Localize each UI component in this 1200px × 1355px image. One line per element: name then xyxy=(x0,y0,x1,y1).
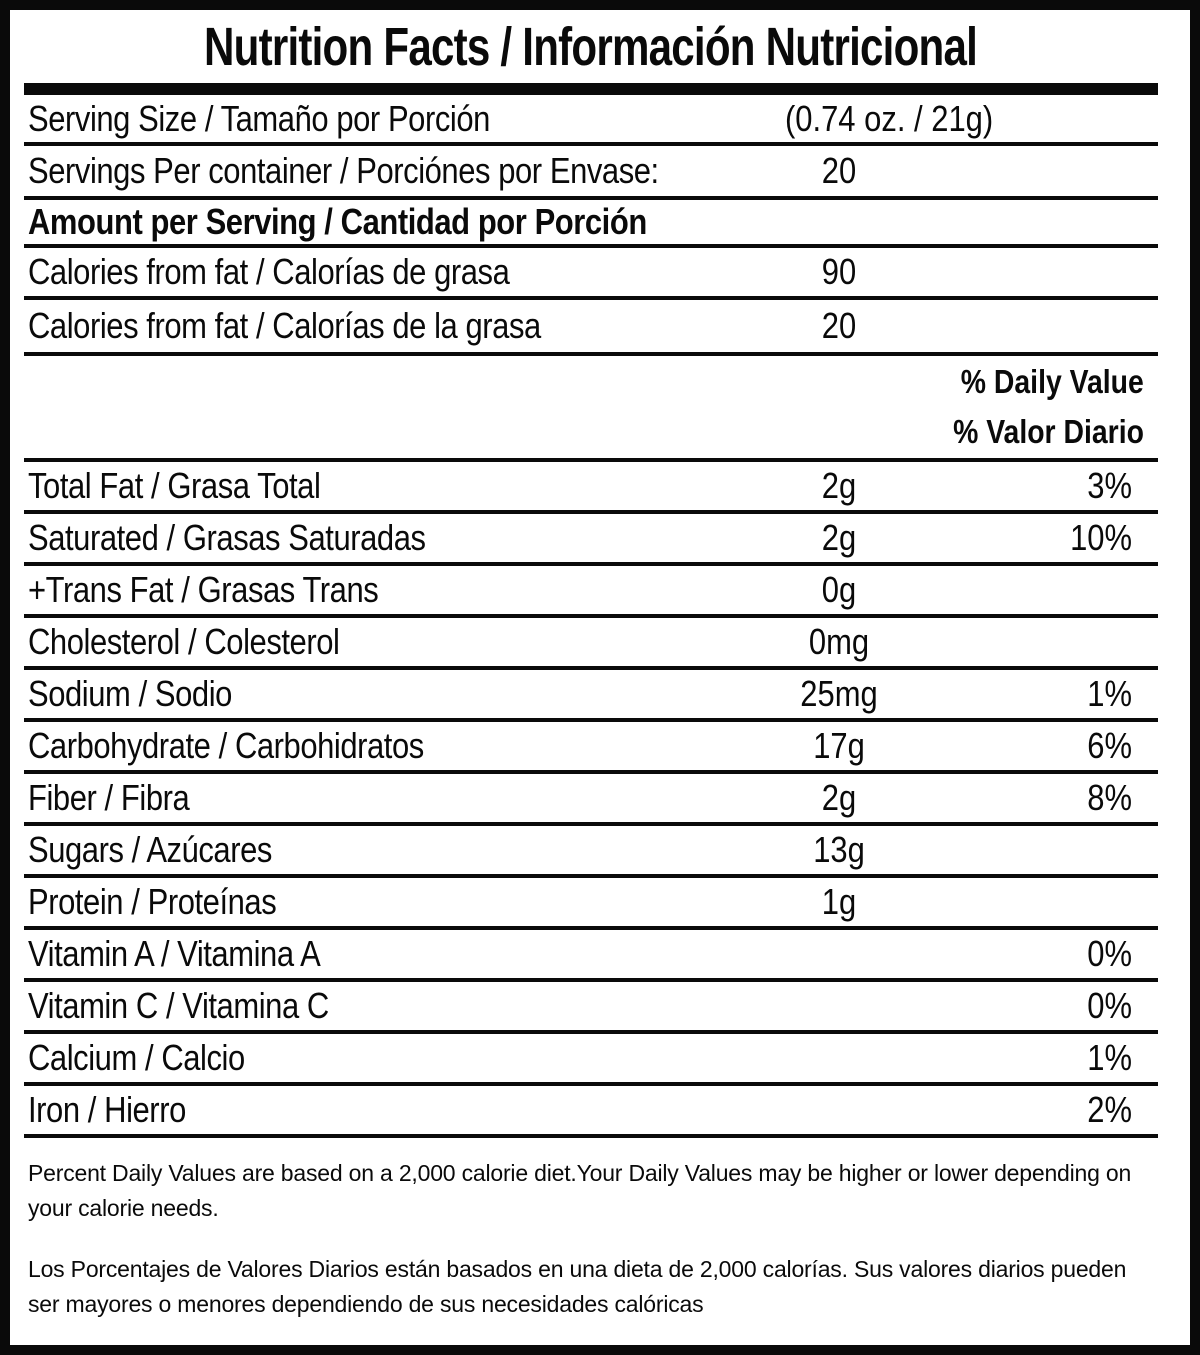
nutrient-label: Vitamin A / Vitamina A xyxy=(28,933,321,974)
nutrient-amount: 17g xyxy=(813,725,865,766)
nutrient-amount: 1g xyxy=(821,881,857,922)
nutrient-row-protein xyxy=(24,878,1158,930)
nutrient-amount: 13g xyxy=(813,829,865,870)
nutrient-label: Carbohydrate / Carbohidratos xyxy=(28,725,424,766)
daily-value-header-es: % Valor Diario xyxy=(953,413,1144,450)
nutrient-row-vitamin-c xyxy=(24,982,1158,1034)
serving-size-row xyxy=(24,95,1158,146)
nutrient-row-calcium xyxy=(24,1034,1158,1086)
nutrient-daily-value: 3% xyxy=(1087,465,1132,506)
nutrient-amount: 2g xyxy=(821,777,857,818)
calories-row-value: 90 xyxy=(821,251,857,292)
nutrient-label: Calcium / Calcio xyxy=(28,1037,245,1078)
nutrient-amount: 25mg xyxy=(800,673,878,714)
nutrient-label: Fiber / Fibra xyxy=(28,777,190,818)
nutrient-label: +Trans Fat / Grasas Trans xyxy=(28,569,379,610)
nutrient-label: Protein / Proteínas xyxy=(28,881,277,922)
footnote-english: Percent Daily Values are based on a 2,000 calorie diet.Your Daily Values may be higher or lower depending on your calorie needs. xyxy=(28,1160,1132,1221)
nutrient-row-carbohydrate xyxy=(24,722,1158,774)
nutrient-row-sugars xyxy=(24,826,1158,878)
nutrient-amount: 0g xyxy=(821,569,857,610)
servings-per-container-value: 20 xyxy=(821,150,857,191)
servings-per-container-label: Servings Per container / Porciónes por Envase: xyxy=(28,150,659,191)
nutrient-amount: 2g xyxy=(821,517,857,558)
label-header xyxy=(24,10,1158,83)
nutrient-daily-value: 1% xyxy=(1087,673,1132,714)
label-title: Nutrition Facts / Información Nutricional xyxy=(204,16,978,77)
nutrient-row-fiber xyxy=(24,774,1158,826)
nutrient-amount: 2g xyxy=(821,465,857,506)
nutrient-label: Sodium / Sodio xyxy=(28,673,232,714)
daily-value-header-block xyxy=(24,356,1158,462)
nutrient-label: Vitamin C / Vitamina C xyxy=(28,985,329,1026)
nutrient-row-vitamin-a xyxy=(24,930,1158,982)
calories-row-label: Calories from fat / Calorías de grasa xyxy=(28,251,510,292)
nutrient-row-cholesterol xyxy=(24,618,1158,670)
nutrient-daily-value: 0% xyxy=(1087,985,1132,1026)
nutrient-daily-value: 0% xyxy=(1087,933,1132,974)
serving-size-value: (0.74 oz. / 21g) xyxy=(784,97,994,139)
calories-from-fat-row-2 xyxy=(24,300,1158,356)
nutrient-daily-value: 6% xyxy=(1087,725,1132,766)
calories-from-fat-row-1 xyxy=(24,248,1158,300)
nutrient-row-iron xyxy=(24,1086,1158,1138)
calories-row-value: 20 xyxy=(821,305,857,346)
nutrient-row-sodium xyxy=(24,670,1158,722)
nutrient-label: Total Fat / Grasa Total xyxy=(28,465,321,506)
nutrient-label: Sugars / Azúcares xyxy=(28,829,272,870)
footnotes-section xyxy=(24,1156,1158,1322)
nutrient-daily-value: 2% xyxy=(1087,1089,1132,1130)
daily-value-header-en: % Daily Value xyxy=(961,363,1144,400)
nutrient-daily-value: 10% xyxy=(1070,517,1132,558)
serving-size-label: Serving Size / Tamaño por Porción xyxy=(28,97,490,139)
nutrient-label: Saturated / Grasas Saturadas xyxy=(28,517,426,558)
nutrient-amount: 0mg xyxy=(808,621,870,662)
servings-per-container-row xyxy=(24,146,1158,200)
label-content xyxy=(24,10,1158,1322)
amount-per-serving-header-row xyxy=(24,200,1158,248)
nutrient-row-total-fat xyxy=(24,462,1158,514)
nutrient-daily-value: 8% xyxy=(1087,777,1132,818)
nutrient-label: Cholesterol / Colesterol xyxy=(28,621,340,662)
header-divider-bar xyxy=(24,83,1158,95)
nutrient-row-trans-fat xyxy=(24,566,1158,618)
nutrient-label: Iron / Hierro xyxy=(28,1089,186,1130)
amount-per-serving-header: Amount per Serving / Cantidad por Porción xyxy=(28,201,647,242)
footnote-spanish: Los Porcentajes de Valores Diarios están basados en una dieta de 2,000 calorías. Sus valores diarios pueden ser mayores o menores dependiendo de sus necesidades calóricas xyxy=(28,1256,1127,1317)
calories-row-label: Calories from fat / Calorías de la grasa xyxy=(28,305,541,346)
nutrient-daily-value: 1% xyxy=(1087,1037,1132,1078)
nutrient-row-saturated xyxy=(24,514,1158,566)
